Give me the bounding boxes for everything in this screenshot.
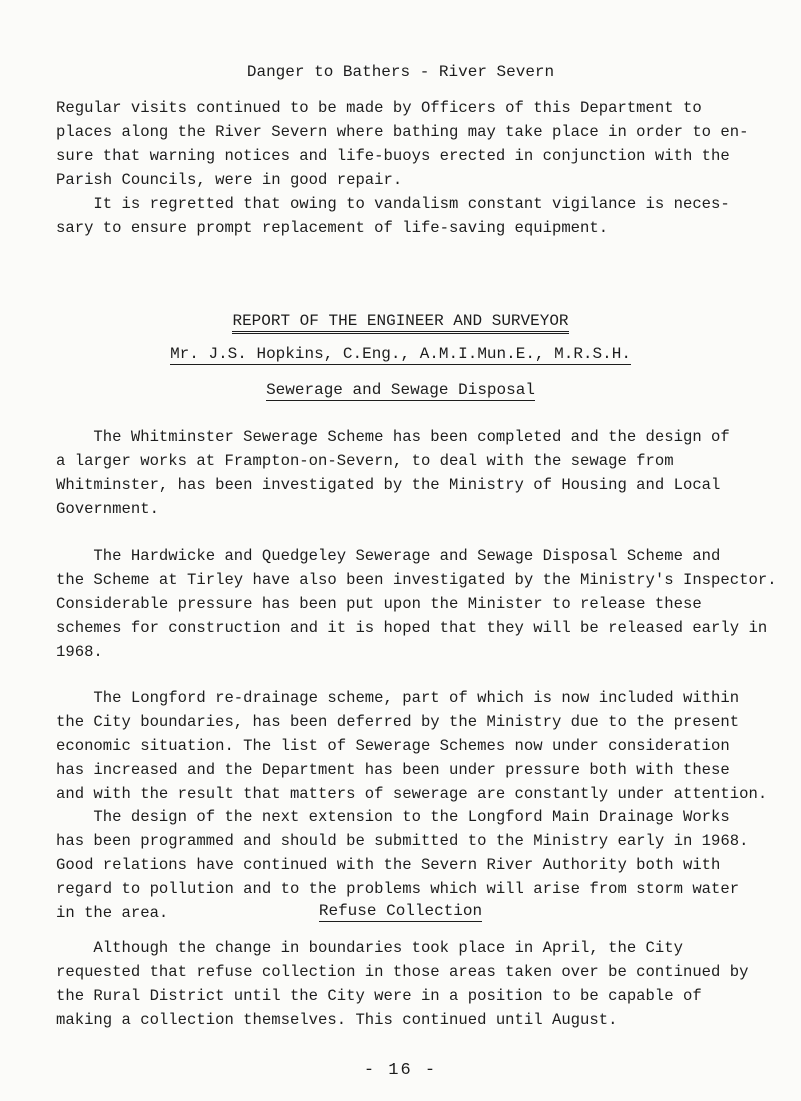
sewerage-heading: Sewerage and Sewage Disposal [266,381,535,399]
refuse-heading: Refuse Collection [318,902,483,920]
report-title: REPORT OF THE ENGINEER AND SURVEYOR [0,309,801,333]
refuse-paragraph-1: Although the change in boundaries took place in April, the City requested that refuse collection in those areas taken over be continued by the Rural District until the City were in a position to be capable of making a collection themselves. This continued until August. [56,939,749,1029]
sewerage-paragraph-4: The design of the next extension to the Longford Main Drainage Works has been programmed and should be submitted to the Ministry early in 1968. Good relations have continued with the Severn River Authority both with regard to pollution and to the problems which will arise from storm water in the area. [56,808,749,922]
sewerage-paragraph-1: The Whitminster Sewerage Scheme has been completed and the design of a larger works at Frampton-on-Severn, to deal with the sewage from Whitminster, has been investigated by the Ministry of Housing and Local Government. [56,428,730,518]
bathers-paragraph-1: Regular visits continued to be made by Officers of this Department to places along the River Severn where bathing may take place in order to en- sure that warning notices and life-buoys erected in conjunction with the Parish Councils, were in good repair. [56,99,749,189]
page-number: - 16 - [363,1061,438,1080]
sewerage-paragraph-2: The Hardwicke and Quedgeley Sewerage and Sewage Disposal Scheme and the Scheme at Tirley have also been investigated by the Ministry's Inspector. Considerable pressure has been put upon the Minister to release these schemes for construction and it is hoped that they will be released early in 1968. [56,547,777,661]
bathers-heading: Danger to Bathers - River Severn [246,63,555,81]
bathers-paragraph-2: It is regretted that owing to vandalism constant vigilance is neces- sary to ensure prompt replacement of life-saving equipment. [56,195,730,237]
sewerage-paragraph-3: The Longford re-drainage scheme, part of which is now included within the City boundaries, has been deferred by the Ministry due to the present economic situation. The list of Sewerage Schemes now under consideration has increased and the Department has been under pressure both with these and with the result that matters of sewerage are constantly under attention. [56,689,768,803]
report-officer: Mr. J.S. Hopkins, C.Eng., A.M.I.Mun.E., M.R.S.H. [170,345,631,363]
